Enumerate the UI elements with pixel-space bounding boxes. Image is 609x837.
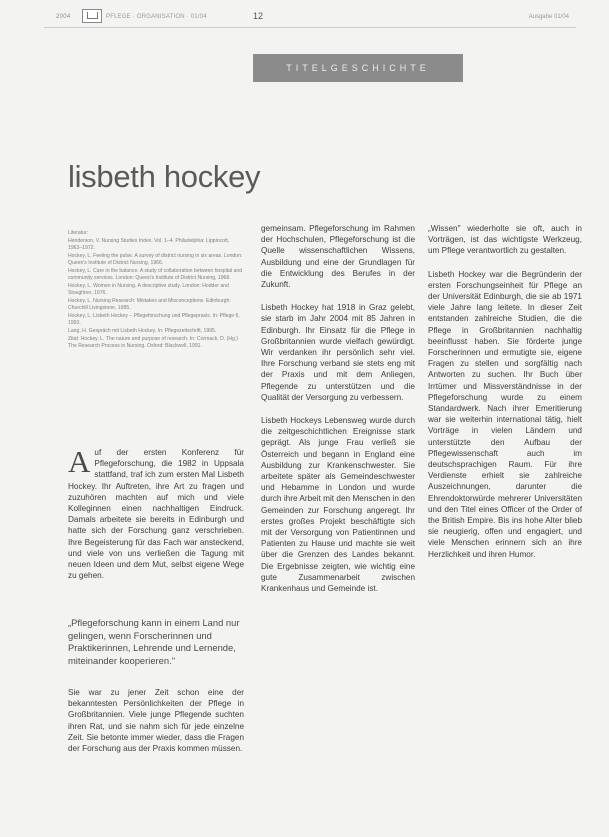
footnotes	[68, 230, 244, 351]
header-publication: PFLEGE · ORGANISATION · 01/04	[106, 14, 207, 20]
header-year: 2004	[56, 14, 71, 20]
article-title: lisbeth hockey	[68, 158, 261, 194]
column-1	[68, 444, 244, 754]
footnote: Hockey, L. Nursing Research: Mistakes and Misconceptions. Edinburgh: Churchill Livingstone, 1985.	[68, 298, 231, 311]
page-number: 12	[253, 11, 264, 21]
column-2	[261, 223, 415, 594]
header-rule	[44, 27, 576, 28]
footnote: Hockey, L. Lisbeth Hockey – Pflegeforschung und Pflegepraxis. In: Pflege 6, 1993.	[68, 313, 240, 326]
pull-quote: „Pflegeforschung kann in einem Land nur gelingen, wenn Forscherinnen und Praktikerinnen, Lehrende und Lernende, miteinander kooperieren."	[68, 617, 240, 666]
footnote: Hockey, L. Feeling the pulse. A survey of district nursing in six areas. London: Queen's Institute of District Nursing, 1966.	[68, 253, 243, 266]
section-banner: TITELGESCHICHTE	[253, 54, 463, 82]
body-paragraph: Sie war zu jener Zeit schon eine der bekanntesten Persönlichkeiten der Pflege in Großbritannien. Viele junge Pflegende suchten ihren Rat, und sie nahm sich für jede einzelne Zeit. Sie betonte immer wieder, dass die Fragen der Forschung aus der Praxis kommen müssen.	[68, 688, 244, 754]
header-issue: Ausgabe 01/04	[528, 14, 569, 20]
body-paragraph: gemeinsam. Pflegeforschung im Rahmen der Hochschulen, Pflegeforschung ist die Quelle wissenschaftlichen Wissens, Ausbildung und eine der Grundlagen für die Entwicklung des Berufes in der Zukunft.	[261, 224, 415, 290]
body-paragraph: „Wissen" wiederholte sie oft, auch in Vorträgen, ist das wichtigste Werkzeug, um Pflege verantwortlich zu gestalten.	[428, 224, 582, 256]
logo-mark-icon	[87, 12, 98, 19]
column-3	[428, 223, 582, 560]
footnote: Henderson, V. Nursing Studies Index. Vol. 1–4. Philadelphia: Lippincott, 1963–1972.	[68, 238, 230, 251]
body-paragraph: Lisbeth Hockey war die Begründerin der ersten Forschungseinheit für Pflege an der Universität Edinburgh, die sie ab 1971 viele Jahre lang leitete. In dieser Zeit entstanden zahlreiche Studien, die die Pflege in Großbritannien nachhaltig beeinflusst haben. Sie förderte junge Forscherinnen und ermutigte sie, eigene Fragen zu stellen und sorgfältig nach Antworten zu suchen. Ihr Buch über Irrtümer und Missverständnisse in der Pflegeforschung wurde zu einem Standardwerk. Nach ihrer Emeritierung war sie weiterhin international tätig, hielt Vorträge in vielen Ländern und unterstützte den Aufbau der Pflegewissenschaft auch im deutschsprachigen Raum. Für ihre Verdienste erhielt sie zahlreiche Auszeichnungen, darunter die Ehrendoktorwürde mehrerer Universitäten und den Titel eines Officer of the Order of the British Empire. Bis ins hohe Alter blieb sie neugierig, offen und engagiert, und viele Menschen erinnern sich an ihre Herzlichkeit und ihren Humor.	[428, 269, 582, 559]
intro-paragraph	[68, 444, 244, 581]
footnote: Hockey, L. Women in Nursing. A descriptive study. London: Hodder and Stoughton, 1976.	[68, 283, 229, 296]
footnote: Literatur:	[68, 230, 89, 236]
footnote: Hockey, L. Care in the balance. A study of collaboration between hospital and community services. London: Queen's Institute of District Nursing, 1968.	[68, 268, 243, 281]
body-paragraph: Lisbeth Hockey hat 1918 in Graz gelebt, sie starb im Jahr 2004 mit 85 Jahren in Edinburgh. Ihr Einsatz für die Pflege in Großbritannien wurde vielfach gewürdigt. Wir verdanken ihr persönlich sehr viel. Ihre Forschung verband sie stets eng mit der Praxis und mit dem Anliegen, Pflegende zu unterstützen und die Qualität der Versorgung zu verbessern.	[261, 303, 415, 402]
publisher-logo	[82, 9, 102, 23]
intro-text: uf der ersten Konferenz für Pflegeforschung, die 1982 in Uppsala stattfand, traf ich zum ersten Mal Lisbeth Hockey. Ihr Auftreten, ihre Art zu fragen und zuzuhören machten auf mich und viele Kolleginnen einen nachhaltigen Eindruck. Damals arbeitete sie bereits in Edinburgh und hatte sich der Forschung ganz verschrieben. Ihre Begeisterung für das Fach war ansteckend, und viele von uns verließen die Tagung mit neuen Ideen und dem Mut, selbst eigene Wege zu gehen.	[68, 448, 244, 581]
drop-cap: A	[68, 444, 91, 479]
footnote: Zitat: Hockey, L. The nature and purpose of research. In: Cormack, D. (Hg.) The Research Process in Nursing. Oxford: Blackwell, 1991.	[68, 336, 238, 349]
body-paragraph: Lisbeth Hockeys Lebensweg wurde durch die zeitgeschichtlichen Ereignisse stark geprägt. Als junge Frau verließ sie Österreich und begann in England eine Ausbildung zur Krankenschwester. Sie arbeitete später als Gemeindeschwester und Hebamme in London und wurde durch ihre Arbeit mit den Menschen in den Gemeinden zur Forschung angeregt. Ihr erstes großes Projekt beschäftigte sich mit der Versorgung von Patientinnen und Patienten zu Hause und machte sie weit über die Grenzen des Landes bekannt. Die Ergebnisse zeigten, wie wichtig eine gute Zusammenarbeit zwischen Krankenhaus und Gemeinde ist.	[261, 416, 415, 594]
footnote: Lang, H. Gespräch mit Lisbeth Hockey. In: Pflegezeitschrift, 1995.	[68, 328, 217, 334]
